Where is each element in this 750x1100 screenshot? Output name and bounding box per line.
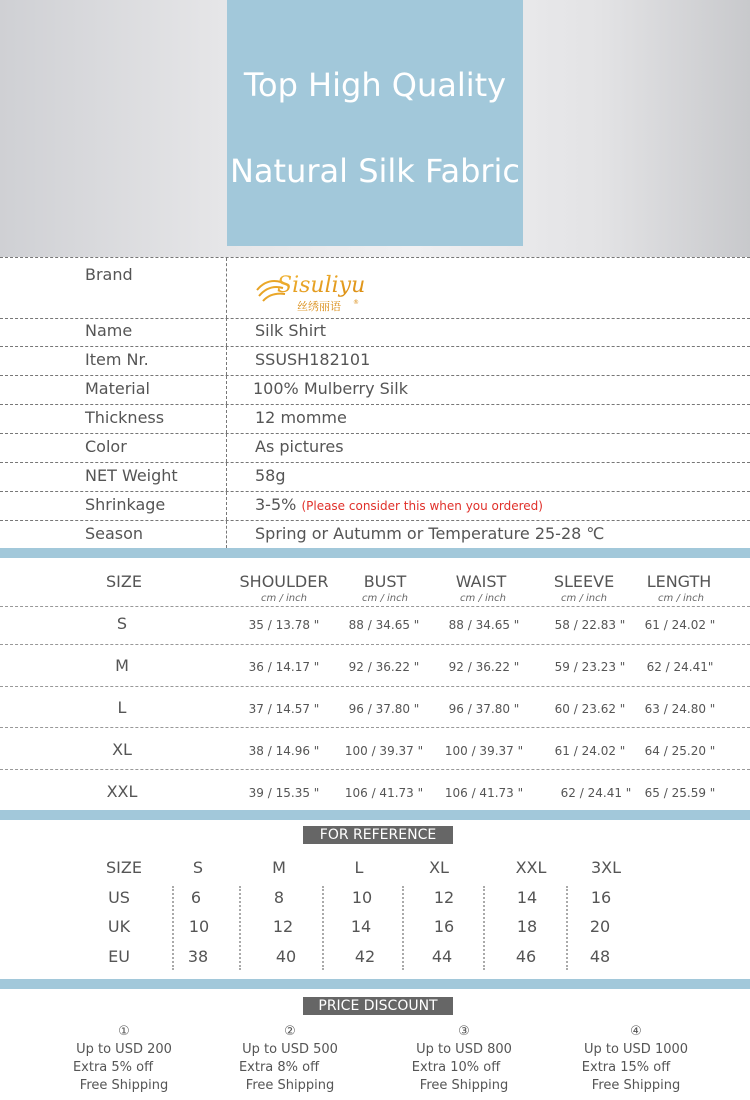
size-label: XL — [112, 740, 132, 759]
reference-cell: 48 — [589, 947, 611, 966]
logo-chinese: 丝绣丽语 — [297, 300, 341, 312]
tier-extra: Extra 15% off — [581, 1060, 671, 1075]
discount-tier-2 — [210, 1023, 370, 1095]
separator-band — [0, 979, 750, 989]
logo-script: Sisuliyu — [277, 273, 366, 298]
reference-cell: 8 — [273, 888, 285, 907]
size-cell: 65 / 25.59 " — [644, 786, 716, 800]
reference-cell: 44 — [431, 947, 453, 966]
col-header-shoulder: SHOULDER — [239, 572, 329, 591]
size-cell: 62 / 24.41" — [646, 660, 714, 674]
size-cell: 59 / 23.23 " — [554, 660, 626, 674]
reference-row-label: EU — [108, 947, 130, 966]
reference-cell: 16 — [590, 888, 612, 907]
reference-cell: 12 — [272, 917, 294, 936]
reference-cell: 10 — [188, 917, 210, 936]
brand-logo — [255, 264, 390, 312]
size-cell: 96 / 37.80 " — [348, 702, 420, 716]
discount-tier-4 — [556, 1023, 716, 1095]
discount-tier-3 — [384, 1023, 544, 1095]
col-unit: cm / inch — [460, 593, 506, 604]
info-row-name — [0, 318, 750, 347]
reference-cell: 38 — [187, 947, 209, 966]
reference-cell: 40 — [275, 947, 297, 966]
reference-cell: 18 — [516, 917, 538, 936]
reference-cell: 6 — [190, 888, 202, 907]
size-cell: 58 / 22.83 " — [554, 618, 626, 632]
tier-number: ① — [118, 1024, 130, 1039]
reference-cell: 12 — [433, 888, 455, 907]
hero-title-line-2: Natural Silk Fabric — [229, 152, 521, 190]
tier-number: ④ — [630, 1024, 642, 1039]
tier-shipping: Free Shipping — [591, 1078, 681, 1093]
info-label: Thickness — [85, 408, 165, 427]
tier-shipping: Free Shipping — [419, 1078, 509, 1093]
info-value — [255, 495, 543, 514]
tier-threshold: Up to USD 500 — [242, 1042, 338, 1057]
reference-cell: XL — [429, 858, 449, 877]
tier-shipping: Free Shipping — [245, 1078, 335, 1093]
size-cell: 38 / 14.96 " — [248, 744, 320, 758]
size-cell: 61 / 24.02 " — [554, 744, 626, 758]
size-cell: 100 / 39.37 " — [444, 744, 524, 758]
size-cell: 106 / 41.73 " — [344, 786, 424, 800]
size-cell: 100 / 39.37 " — [344, 744, 424, 758]
info-row-season — [0, 521, 750, 548]
info-row-material — [0, 376, 750, 405]
col-unit: cm / inch — [362, 593, 408, 604]
reference-cell: L — [354, 858, 364, 877]
reference-cell: 46 — [515, 947, 537, 966]
size-cell: 96 / 37.80 " — [448, 702, 520, 716]
hero-banner — [0, 0, 750, 257]
size-cell: 37 / 14.57 " — [248, 702, 320, 716]
tier-threshold: Up to USD 200 — [76, 1042, 172, 1057]
size-header: SIZE — [106, 572, 142, 591]
size-cell: 64 / 25.20 " — [644, 744, 716, 758]
shrinkage-note: (Please consider this when you ordered) — [301, 499, 543, 513]
tier-extra: Extra 8% off — [238, 1060, 320, 1075]
col-unit: cm / inch — [658, 593, 704, 604]
reference-cell: 16 — [433, 917, 455, 936]
reference-cell: S — [192, 858, 204, 877]
info-label: Item Nr. — [85, 350, 149, 369]
size-cell: 62 / 24.41 " — [560, 786, 632, 800]
info-value: 12 momme — [255, 408, 347, 427]
reference-cell: 20 — [589, 917, 611, 936]
size-cell: 106 / 41.73 " — [444, 786, 524, 800]
size-label: M — [115, 656, 129, 675]
info-label: Color — [85, 437, 127, 456]
size-cell: 36 / 14.17 " — [248, 660, 320, 674]
info-value: 58g — [255, 466, 286, 485]
col-unit: cm / inch — [561, 593, 607, 604]
info-value: 100% Mulberry Silk — [253, 379, 408, 398]
tier-extra: Extra 10% off — [411, 1060, 501, 1075]
reference-cell: 3XL — [590, 858, 622, 877]
size-label: S — [116, 614, 128, 633]
size-cell: 39 / 15.35 " — [248, 786, 320, 800]
info-label: Brand — [85, 265, 133, 284]
reference-title: FOR REFERENCE — [303, 826, 453, 844]
info-row-shrinkage — [0, 492, 750, 521]
size-cell: 63 / 24.80 " — [644, 702, 716, 716]
info-row-brand — [0, 257, 750, 319]
reference-cell: M — [272, 858, 286, 877]
discount-title: PRICE DISCOUNT — [303, 997, 453, 1015]
tier-threshold: Up to USD 1000 — [583, 1042, 689, 1057]
col-header-length: LENGTH — [646, 572, 712, 591]
info-label: NET Weight — [85, 466, 178, 485]
separator-band — [0, 548, 750, 558]
reference-row-label: US — [108, 888, 130, 907]
separator-band — [0, 810, 750, 820]
size-label: XXL — [106, 782, 138, 801]
tier-threshold: Up to USD 800 — [416, 1042, 512, 1057]
size-cell: 92 / 36.22 " — [348, 660, 420, 674]
size-cell: 88 / 34.65 " — [448, 618, 520, 632]
info-value: Spring or Autumm or Temperature 25-28 ℃ — [255, 524, 605, 543]
size-cell: 60 / 23.62 " — [554, 702, 626, 716]
tier-extra: Extra 5% off — [72, 1060, 154, 1075]
size-cell: 92 / 36.22 " — [448, 660, 520, 674]
info-label: Material — [85, 379, 150, 398]
reference-cell: XXL — [515, 858, 547, 877]
logo-registered-mark: ® — [353, 299, 359, 306]
info-label: Name — [85, 321, 133, 340]
info-label: Season — [85, 524, 144, 543]
reference-cell: 14 — [350, 917, 372, 936]
hero-panel — [227, 0, 523, 246]
reference-cell: 42 — [354, 947, 376, 966]
info-row-item-nr — [0, 347, 750, 376]
hero-title-line-1: Top High Quality — [243, 66, 507, 104]
discount-tier-1 — [44, 1023, 204, 1095]
reference-cell: 14 — [516, 888, 538, 907]
tier-number: ② — [284, 1024, 296, 1039]
col-unit: cm / inch — [261, 593, 307, 604]
reference-row-label: SIZE — [106, 858, 142, 877]
info-row-net-weight — [0, 463, 750, 492]
size-cell: 61 / 24.02 " — [644, 618, 716, 632]
col-header-waist: WAIST — [455, 572, 507, 591]
col-header-bust: BUST — [363, 572, 407, 591]
size-cell: 35 / 13.78 " — [248, 618, 320, 632]
tier-shipping: Free Shipping — [79, 1078, 169, 1093]
info-value: Silk Shirt — [255, 321, 326, 340]
info-row-thickness — [0, 405, 750, 434]
col-header-sleeve: SLEEVE — [553, 572, 615, 591]
info-value: SSUSH182101 — [255, 350, 371, 369]
size-cell: 88 / 34.65 " — [348, 618, 420, 632]
tier-number: ③ — [458, 1024, 470, 1039]
info-row-color — [0, 434, 750, 463]
reference-cell: 10 — [351, 888, 373, 907]
shrinkage-value: 3-5% — [255, 495, 297, 514]
size-label: L — [117, 698, 127, 717]
info-value: As pictures — [255, 437, 344, 456]
reference-row-label: UK — [107, 917, 131, 936]
info-label: Shrinkage — [85, 495, 166, 514]
